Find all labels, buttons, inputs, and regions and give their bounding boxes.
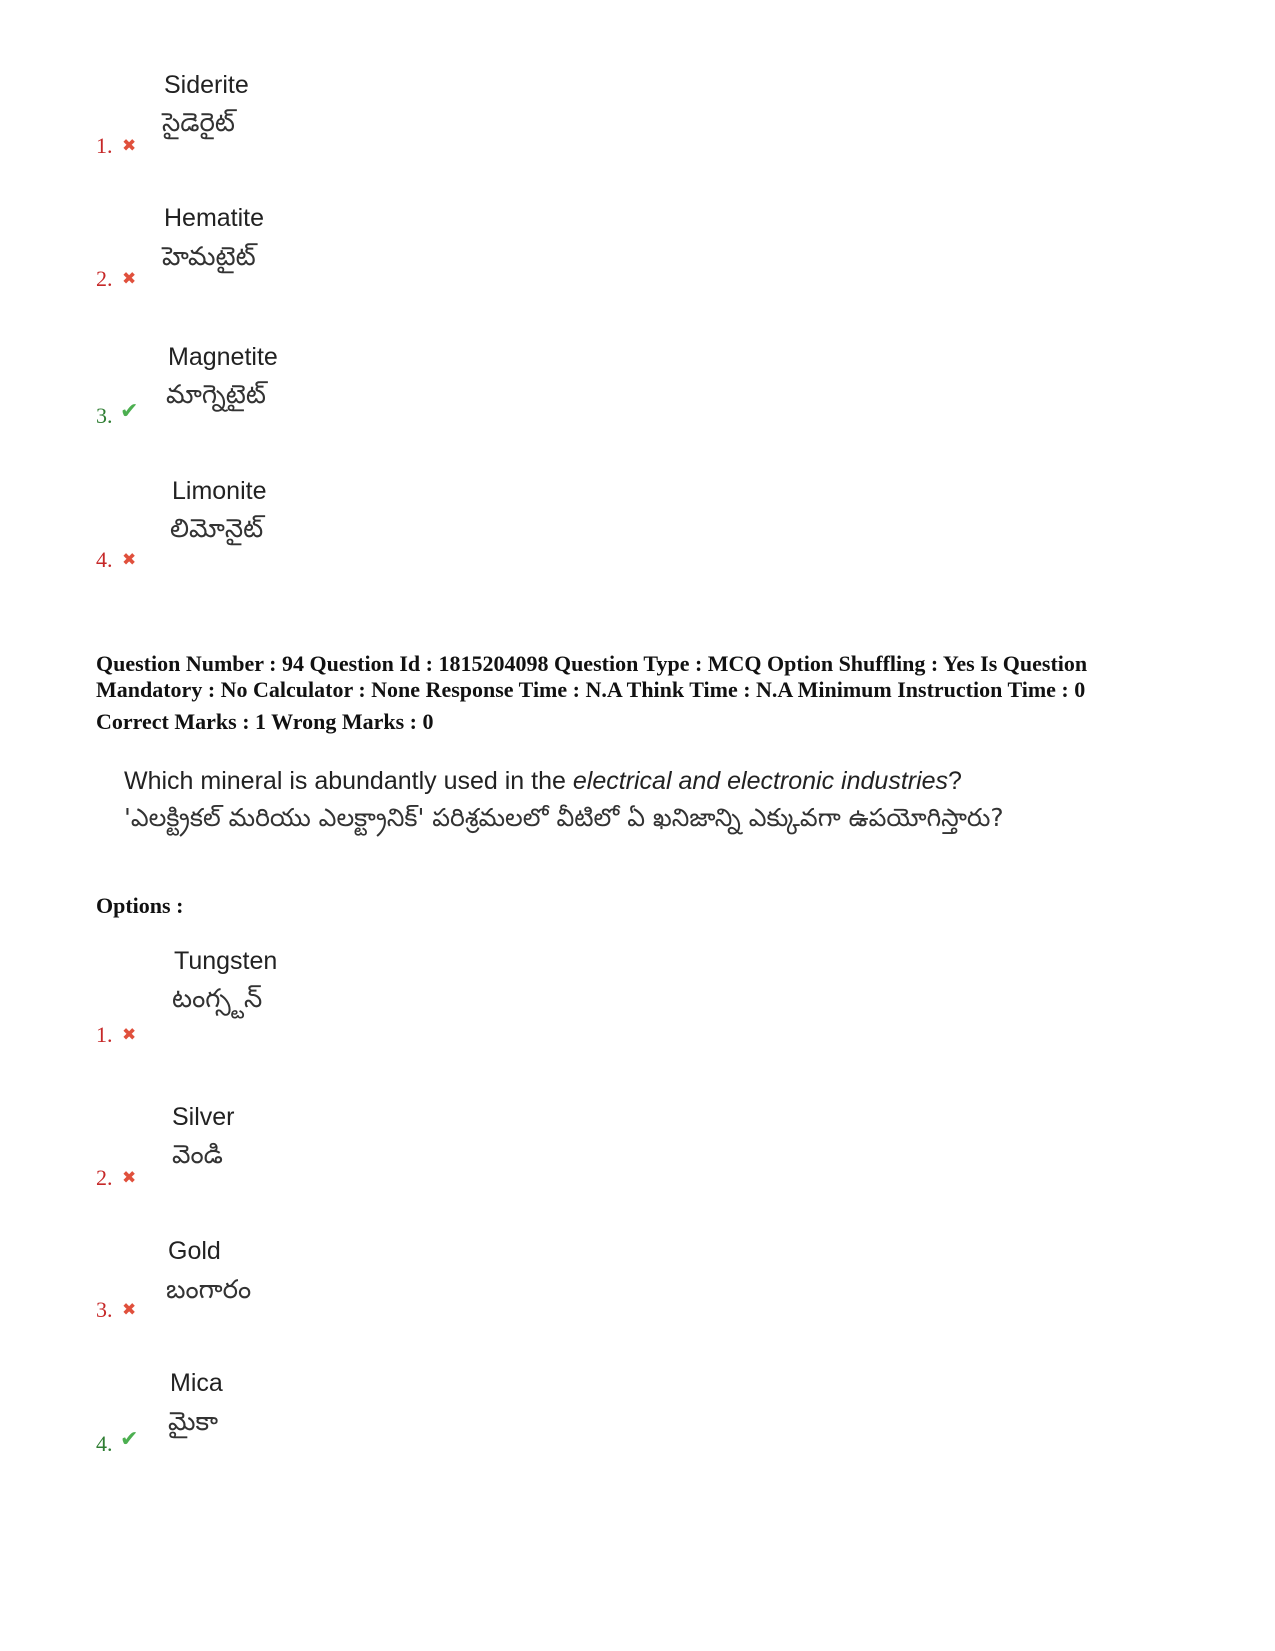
option-english: Siderite — [164, 71, 249, 99]
option-telugu: లిమోనైట్ — [170, 514, 264, 544]
cross-icon: ✖ — [122, 550, 137, 570]
option-number: 3. — [96, 1297, 113, 1322]
question-marks: Correct Marks : 1 Wrong Marks : 0 — [96, 709, 434, 734]
check-icon: ✔ — [120, 399, 139, 424]
option-telugu: బంగారం — [166, 1275, 252, 1305]
question-meta-line-1: Question Number : 94 Question Id : 1815204098 Question Type : MCQ Option Shuffling : Yes Is Question — [96, 651, 1088, 676]
option-english: Limonite — [172, 477, 267, 505]
option-telugu: వెండి — [172, 1140, 223, 1170]
option-english: Mica — [170, 1369, 223, 1397]
option-telugu: మైకా — [168, 1407, 219, 1437]
option-telugu: సైడెరైట్ — [162, 108, 235, 138]
option-number: 4. — [96, 547, 113, 572]
check-icon: ✔ — [120, 1427, 139, 1452]
question-text-part: Which mineral is abundantly used in the — [124, 767, 573, 795]
option-number: 2. — [96, 1165, 113, 1190]
option-english: Magnetite — [168, 343, 278, 371]
option-telugu: టంగ్స్టన్ — [172, 984, 263, 1014]
option-english: Tungsten — [174, 947, 278, 975]
option-english: Silver — [172, 1103, 235, 1131]
option-number: 3. — [96, 403, 113, 428]
cross-icon: ✖ — [122, 1168, 137, 1188]
cross-icon: ✖ — [122, 269, 137, 289]
option-number: 1. — [96, 1022, 113, 1047]
question-meta-line-2: Mandatory : No Calculator : None Response Time : N.A Think Time : N.A Minimum Instruction Time : 0 — [96, 677, 1086, 702]
cross-icon: ✖ — [122, 1025, 137, 1045]
question-text-italic: electrical and electronic industries — [572, 767, 949, 795]
option-telugu: మాగ్నెటైట్ — [166, 380, 266, 410]
option-english: Gold — [168, 1237, 221, 1265]
option-number: 4. — [96, 1431, 113, 1456]
option-telugu: హెమటైట్ — [162, 242, 256, 272]
cross-icon: ✖ — [122, 136, 137, 156]
question-text-telugu: 'ఎలక్ట్రికల్ మరియు ఎలక్ట్రానిక్' పరిశ్రమలలో వీటిలో ఏ ఖనిజాన్ని ఎక్కువగా ఉపయోగిస్తారు? — [124, 803, 1004, 832]
question-text-english — [124, 766, 962, 796]
option-number: 1. — [96, 133, 113, 158]
options-label: Options : — [96, 893, 184, 918]
option-english: Hematite — [164, 204, 265, 232]
option-number: 2. — [96, 266, 113, 291]
cross-icon: ✖ — [122, 1300, 137, 1320]
question-text-part: ? — [948, 767, 962, 795]
